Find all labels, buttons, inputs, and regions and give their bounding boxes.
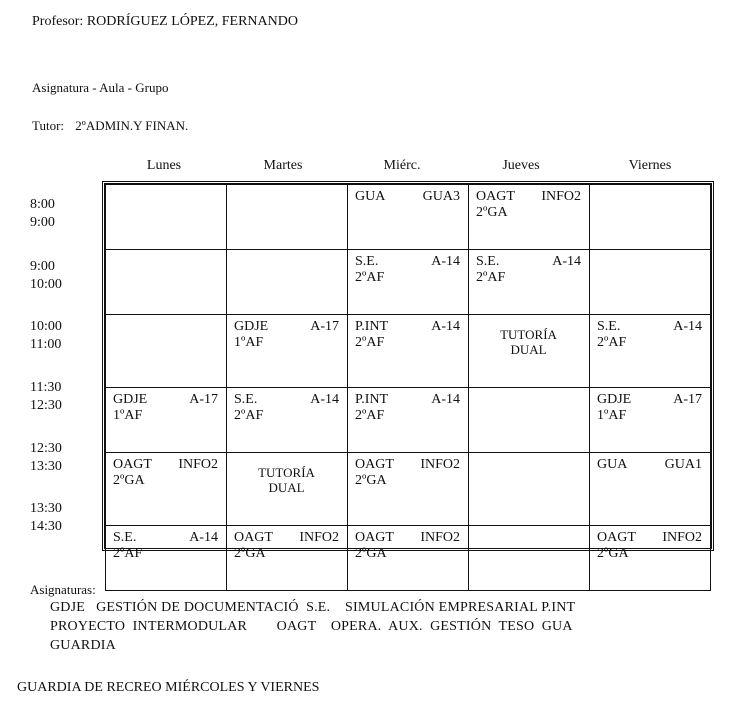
timetable-row (106, 526, 711, 591)
tutor-line (32, 118, 188, 134)
room-code: INFO2 (420, 530, 460, 545)
subject-code: GUA (597, 457, 628, 472)
cell-subject-room (113, 530, 218, 546)
cell-label: DUAL (510, 342, 547, 357)
group-code: 1ºAF (597, 408, 627, 423)
day-header-thursday: Jueves (502, 158, 540, 173)
group-code: 2ºGA (476, 205, 508, 220)
room-code: A-17 (310, 319, 339, 334)
cell-subject-room (234, 392, 339, 408)
subject-code: GDJE (113, 392, 148, 407)
group-code: 2ºGA (234, 546, 266, 561)
group-code: 2ºAF (597, 335, 627, 350)
slot-end: 13:30 (30, 459, 62, 474)
group-code: 2ºAF (355, 408, 385, 423)
slot-end: 9:00 (30, 215, 55, 230)
slot-start: 8:00 (30, 197, 55, 212)
cell-label: DUAL (268, 480, 305, 495)
timetable-grid (102, 181, 714, 561)
timetable-row (106, 388, 711, 453)
group-code: 1ºAF (113, 408, 143, 423)
timetable-cell (227, 315, 348, 388)
subjects-legend-line: PROYECTO INTERMODULAR OAGT OPERA. AUX. GESTIÓN TESO GUA (50, 619, 573, 634)
cell-subject-room (113, 457, 218, 473)
room-code: A-17 (189, 392, 218, 407)
subject-code: P.INT (355, 392, 389, 407)
cell-subject-room (355, 319, 460, 335)
slot-end: 11:00 (30, 337, 62, 352)
subject-code: P.INT (355, 319, 389, 334)
timetable-cell (590, 315, 711, 388)
cell-label: TUTORÍA (500, 327, 557, 342)
day-header-tuesday: Martes (263, 158, 303, 173)
timetable-row (106, 315, 711, 388)
cell-subject-room (355, 457, 460, 473)
room-code: A-14 (189, 530, 218, 545)
timetable-cell (348, 315, 469, 388)
timetable-cell (590, 526, 711, 591)
timetable (105, 184, 711, 591)
timetable-cell (469, 250, 590, 315)
group-code: 2ºAF (113, 546, 143, 561)
room-code: GUA1 (664, 457, 702, 472)
subjects-legend-line: GDJE GESTIÓN DE DOCUMENTACIÓ S.E. SIMULACIÓN EMPRESARIAL P.INT (50, 600, 576, 615)
timetable-cell (106, 388, 227, 453)
timetable-cell (348, 250, 469, 315)
subject-code: OAGT (113, 457, 152, 472)
timetable-cell (227, 250, 348, 315)
slot-start: 13:30 (30, 501, 62, 516)
professor-name: Profesor: RODRÍGUEZ LÓPEZ, FERNANDO (32, 14, 298, 29)
group-code: 2ºAF (234, 408, 264, 423)
room-code: A-14 (552, 254, 581, 269)
room-code: A-17 (673, 392, 702, 407)
room-code: INFO2 (662, 530, 702, 545)
day-header-monday: Lunes (146, 158, 182, 173)
group-code: 2ºAF (355, 270, 385, 285)
room-code: INFO2 (178, 457, 218, 472)
timetable-cell (590, 453, 711, 526)
subject-code: S.E. (234, 392, 258, 407)
cell-subject-room (597, 392, 702, 408)
timetable-cell (469, 315, 590, 388)
room-code: A-14 (431, 254, 460, 269)
cell-subject-room (355, 392, 460, 408)
room-code: GUA3 (422, 189, 460, 204)
subjects-legend-line: GUARDIA (50, 638, 116, 653)
time-slot-3 (30, 318, 62, 354)
group-code: 2ºAF (476, 270, 506, 285)
room-code: INFO2 (541, 189, 581, 204)
timetable-cell (590, 185, 711, 250)
room-code: A-14 (673, 319, 702, 334)
slot-start: 10:00 (30, 319, 62, 334)
room-code: A-14 (431, 319, 460, 334)
subjects-title: Asignaturas: (30, 582, 96, 597)
timetable-cell (106, 185, 227, 250)
timetable-cell (590, 388, 711, 453)
room-code: INFO2 (299, 530, 339, 545)
subject-room-group-header: Asignatura - Aula - Grupo (32, 80, 169, 95)
timetable-cell (106, 453, 227, 526)
slot-end: 12:30 (30, 398, 62, 413)
timetable-cell (469, 453, 590, 526)
time-slot-4 (30, 379, 62, 415)
timetable-cell (227, 453, 348, 526)
timetable-cell (469, 526, 590, 591)
subject-code: GUA (355, 189, 386, 204)
subject-code: S.E. (113, 530, 137, 545)
timetable-cell (106, 250, 227, 315)
slot-end: 10:00 (30, 277, 62, 292)
time-slot-2 (30, 258, 62, 294)
group-code: 2ºGA (355, 546, 387, 561)
timetable-cell (469, 388, 590, 453)
cell-subject-room (476, 189, 581, 205)
group-code: 2ºAF (355, 335, 385, 350)
timetable-cell (348, 453, 469, 526)
timetable-cell (348, 526, 469, 591)
slot-start: 11:30 (30, 380, 62, 395)
timetable-cell (227, 185, 348, 250)
subject-code: S.E. (355, 254, 379, 269)
room-code: A-14 (431, 392, 460, 407)
time-slot-5 (30, 440, 62, 476)
timetable-cell (590, 250, 711, 315)
day-header-wednesday: Miérc. (383, 158, 421, 173)
subject-code: S.E. (476, 254, 500, 269)
timetable-cell (106, 526, 227, 591)
cell-subject-room (355, 189, 460, 205)
slot-start: 12:30 (30, 441, 62, 456)
cell-subject-room (355, 254, 460, 270)
cell-subject-room (476, 254, 581, 270)
timetable-cell (227, 388, 348, 453)
cell-subject-room (234, 530, 339, 546)
room-code: A-14 (310, 392, 339, 407)
timetable-row (106, 185, 711, 250)
timetable-row (106, 453, 711, 526)
cell-subject-room (597, 457, 702, 473)
subject-code: OAGT (234, 530, 273, 545)
timetable-row (106, 250, 711, 315)
group-code: 2ºGA (113, 473, 145, 488)
subject-code: OAGT (476, 189, 515, 204)
slot-end: 14:30 (30, 519, 62, 534)
recess-duty-note: GUARDIA DE RECREO MIÉRCOLES Y VIERNES (17, 680, 320, 695)
day-header-friday: Viernes (628, 158, 672, 173)
subject-code: OAGT (355, 457, 394, 472)
cell-subject-room (355, 530, 460, 546)
cell-label: TUTORÍA (258, 465, 315, 480)
cell-subject-room (597, 530, 702, 546)
group-code: 1ºAF (234, 335, 264, 350)
room-code: INFO2 (420, 457, 460, 472)
slot-start: 9:00 (30, 259, 55, 274)
timetable-cell (348, 185, 469, 250)
subject-code: OAGT (597, 530, 636, 545)
tutor-value: 2ºADMIN.Y FINAN. (75, 118, 189, 133)
cell-subject-room (113, 392, 218, 408)
time-slot-1 (30, 196, 55, 232)
timetable-cell (106, 315, 227, 388)
subject-code: GDJE (234, 319, 269, 334)
timetable-cell (469, 185, 590, 250)
group-code: 2ºGA (597, 546, 629, 561)
timetable-cell (348, 388, 469, 453)
timetable-cell (227, 526, 348, 591)
group-code: 2ºGA (355, 473, 387, 488)
subject-code: S.E. (597, 319, 621, 334)
time-slot-6 (30, 500, 62, 536)
cell-subject-room (234, 319, 339, 335)
subject-code: GDJE (597, 392, 632, 407)
cell-subject-room (597, 319, 702, 335)
tutor-label: Tutor: (32, 118, 65, 133)
subject-code: OAGT (355, 530, 394, 545)
